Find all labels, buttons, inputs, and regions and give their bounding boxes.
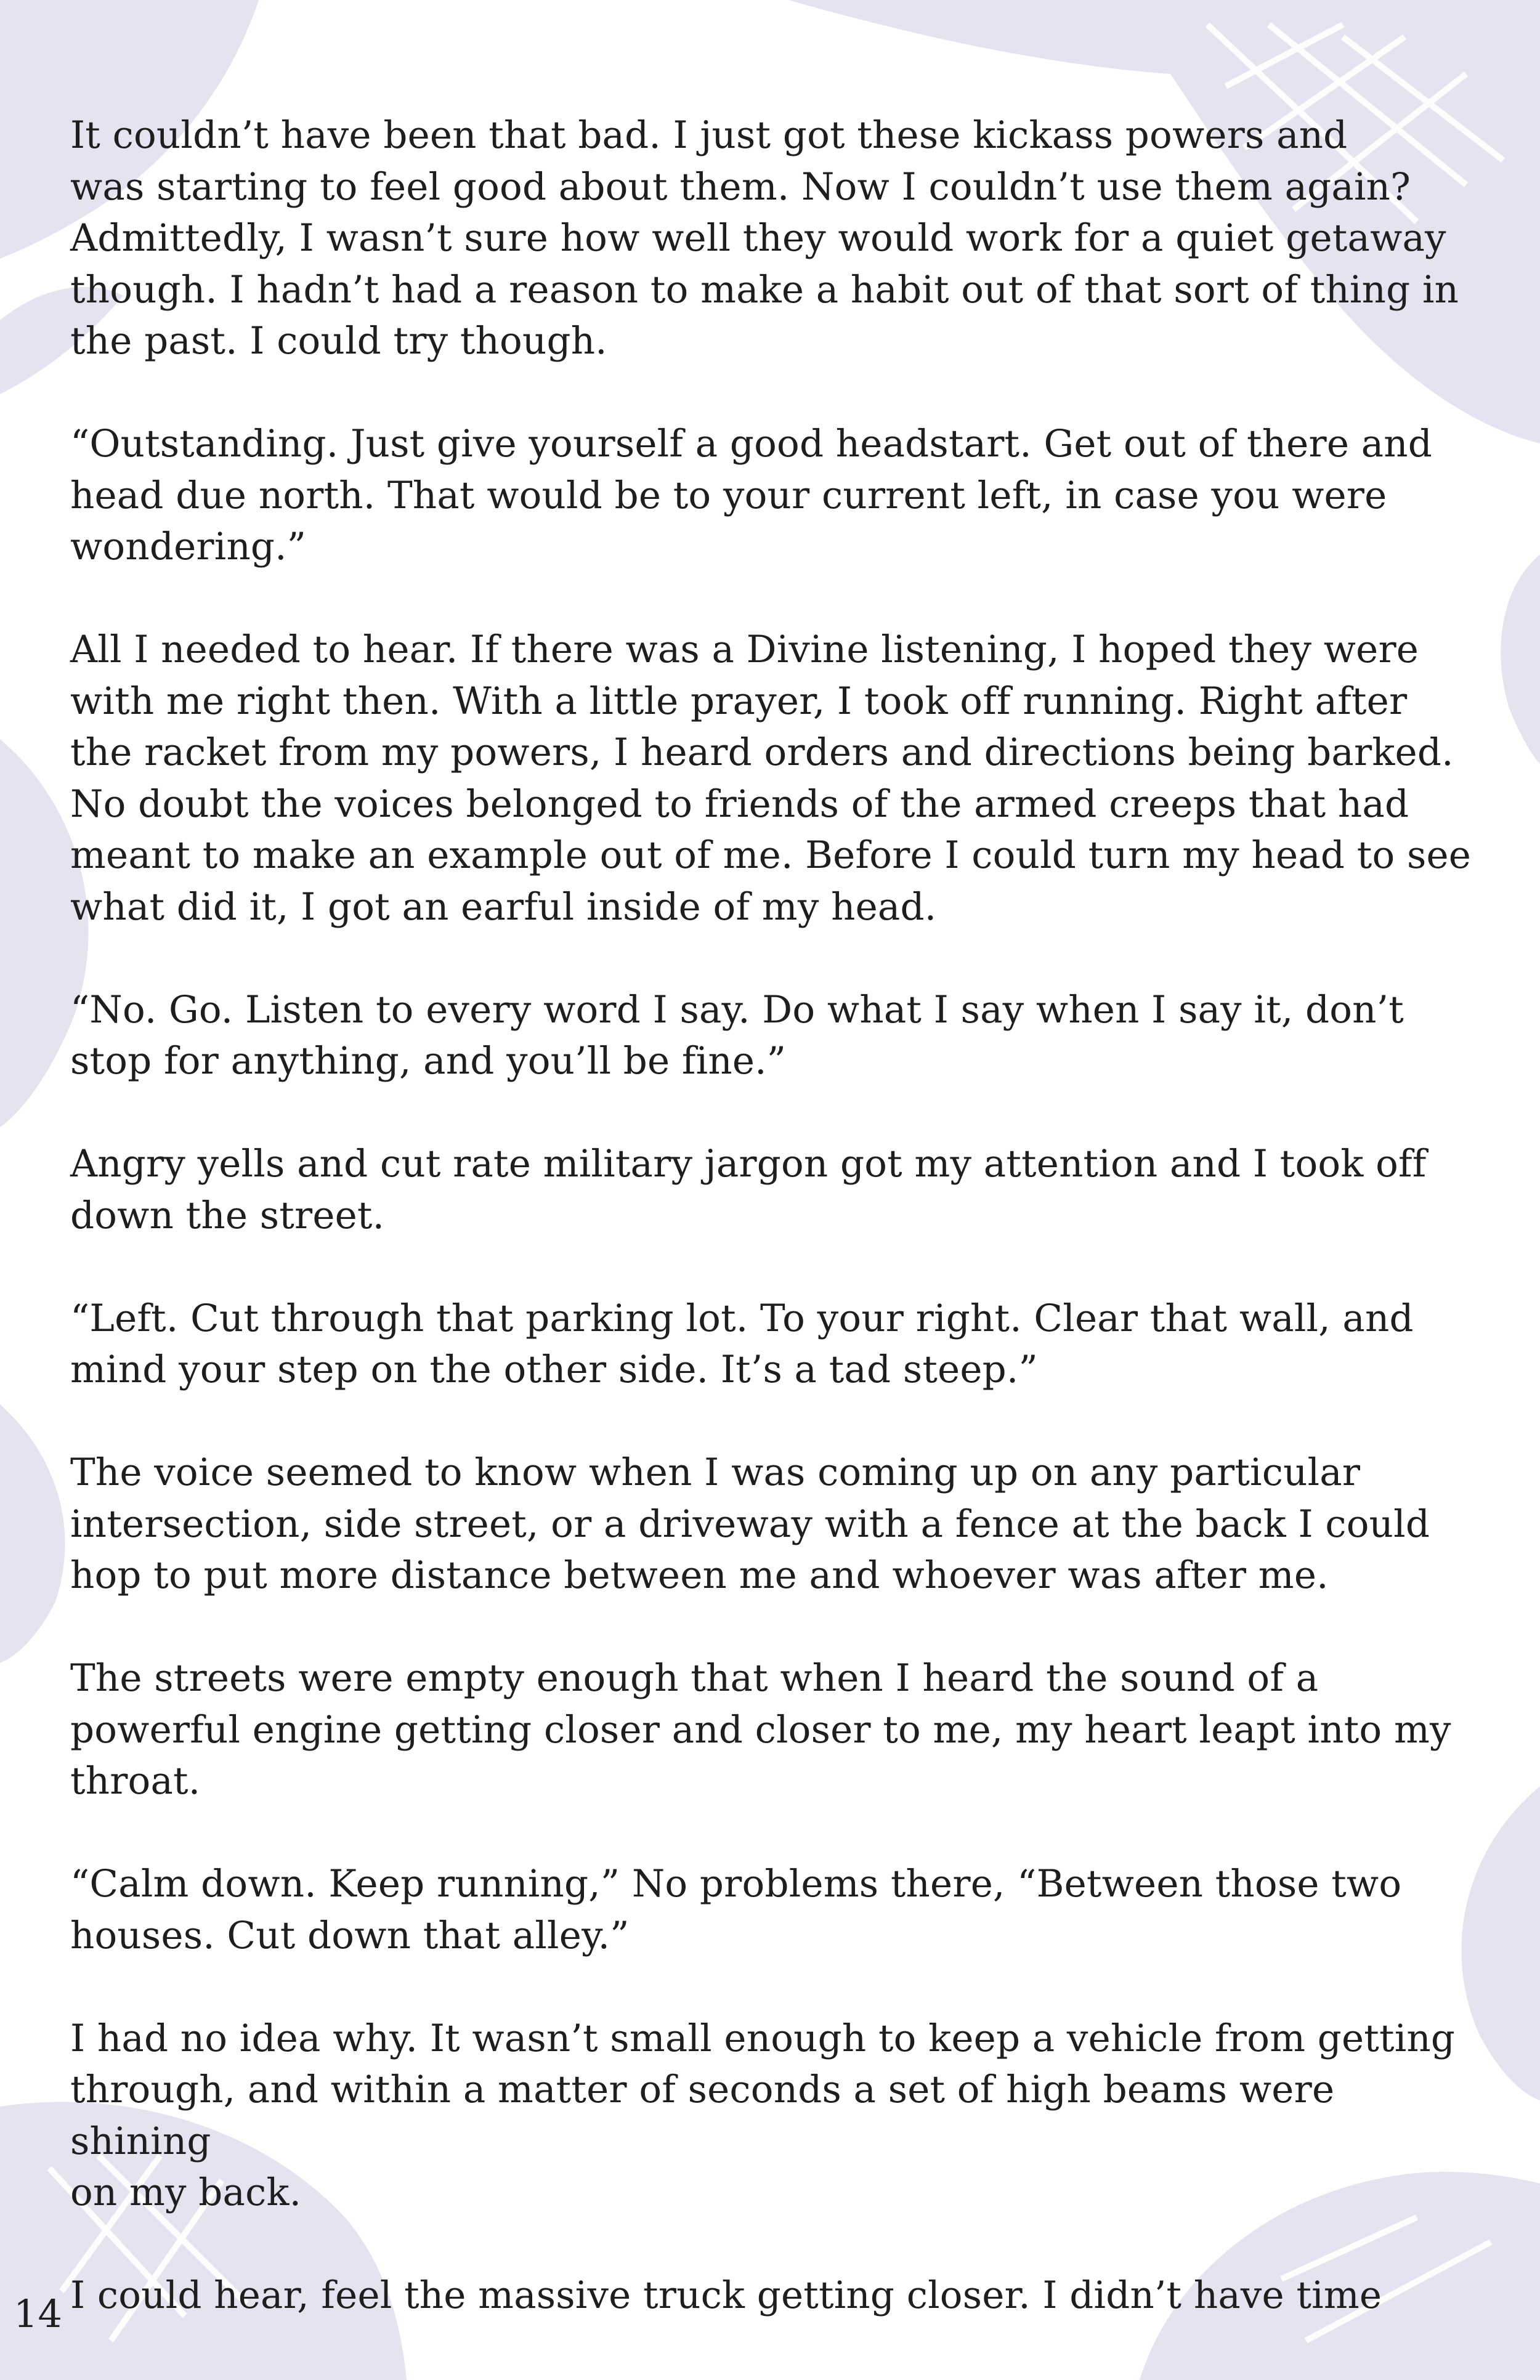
leaf-shape-left-lower [0, 1404, 65, 1663]
paragraph: All I needed to hear. If there was a Divine listening, I hoped they were with me right then. With a little prayer, I took off running. Right after the racket from my powers, I heard orders and directions being barked. No doubt the voices belonged to friends of the armed creeps that had meant to make an example out of me. Before I could turn my head to see what did it, I got an earful inside of my head. [70, 628, 1472, 929]
page-number: 14 [14, 2291, 62, 2336]
paragraph: It couldn’t have been that bad. I just got these kickass powers and was starting to feel good about them. Now I couldn’t use them again? Admittedly, I wasn’t sure how well they would work for a quiet getaway though. I hadn’t had a reason to make a habit out of that sort of thing in the past. I could try though. [70, 113, 1459, 363]
paragraph: Angry yells and cut rate military jargon got my attention and I took off down the street. [70, 1142, 1427, 1237]
page-body-text [70, 110, 1487, 2373]
paragraph: “Outstanding. Just give yourself a good headstart. Get out of there and head due north. That would be to your current left, in case you were wondering.” [70, 422, 1433, 569]
paragraph: The streets were empty enough that when I heard the sound of a powerful engine getting closer and closer to me, my heart leapt into my throat. [70, 1656, 1451, 1803]
paragraph: “Calm down. Keep running,” No problems there, “Between those two houses. Cut down that alley.” [70, 1862, 1402, 1957]
paragraph: The voice seemed to know when I was coming up on any particular intersection, side street, or a driveway with a fence at the back I could hop to put more distance between me and whoever was after me. [70, 1451, 1430, 1597]
leaf-shape-right-mid [1501, 554, 1540, 764]
paragraph: I had no idea why. It wasn’t small enough to keep a vehicle from getting through, and within a matter of seconds a set of high beams were shining on my back. [70, 2016, 1456, 2214]
paragraph: I could hear, feel the massive truck getting closer. I didn’t have time [70, 2273, 1382, 2317]
paragraph: “No. Go. Listen to every word I say. Do what I say when I say it, don’t stop for anything, and you’ll be fine.” [70, 987, 1404, 1083]
paragraph: “Left. Cut through that parking lot. To your right. Clear that wall, and mind your step on the other side. It’s a tad steep.” [70, 1296, 1414, 1391]
